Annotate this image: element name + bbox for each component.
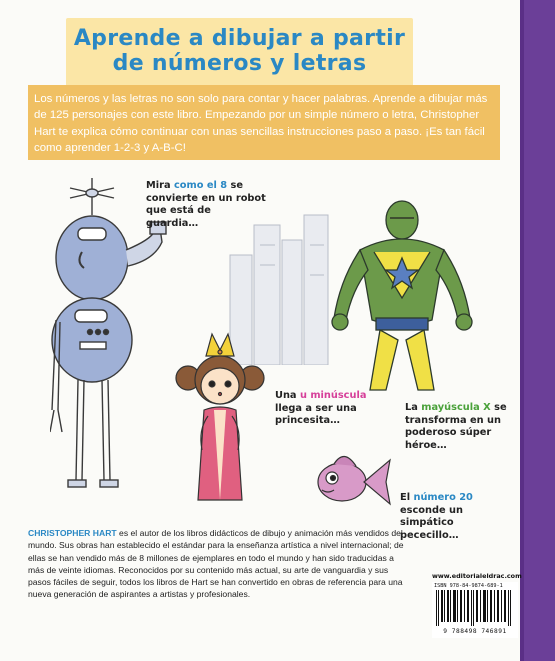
author-name: CHRISTOPHER HART bbox=[28, 528, 117, 538]
isbn-text: ISBN 978-84-9874-689-1 bbox=[434, 583, 503, 589]
fish-caption-highlight: número 20 bbox=[413, 492, 473, 503]
hero-caption-highlight: mayúscula X bbox=[421, 402, 491, 413]
fish-caption-pre: El bbox=[400, 492, 414, 503]
book-spine bbox=[520, 0, 555, 661]
princess-caption bbox=[275, 390, 385, 428]
fish-caption bbox=[400, 492, 512, 542]
barcode-digits: 9 788498 746891 bbox=[443, 628, 507, 635]
hero-caption-post: se transforma en un poderoso súper héroe… bbox=[405, 402, 507, 451]
intro-box bbox=[28, 85, 500, 160]
intro-text: Los números y las letras no son solo para contar y hacer palabras. Aprende a dibujar más de 125 personajes con este libro. Empezando por un simple número o letra, Christopher Hart te explica cómo continuar con unas sencillas instrucciones paso a paso. ¡Es tan fácil como aprender 1-2-3 y A-B-C! bbox=[34, 93, 488, 154]
barcode-box bbox=[432, 582, 518, 638]
princess-caption-post: llega a ser una princesita… bbox=[275, 402, 357, 426]
spine-edge bbox=[520, 0, 524, 661]
fish-caption-post: esconde un simpático pececillo… bbox=[400, 504, 464, 541]
robot-caption-post: se convierte en un robot que está de guardia… bbox=[146, 180, 266, 229]
author-bio bbox=[28, 527, 408, 601]
robot-caption-highlight: como el 8 bbox=[173, 180, 228, 191]
superhero-drawing-icon bbox=[310, 190, 495, 400]
hero-caption bbox=[405, 402, 515, 452]
title-banner bbox=[66, 18, 413, 88]
robot-caption-pre: Mira bbox=[146, 180, 174, 191]
hero-caption-pre: La bbox=[405, 402, 422, 413]
banner-title-line2: de números y letras bbox=[112, 51, 367, 76]
princess-caption-pre: Una bbox=[275, 390, 300, 401]
fish-drawing-icon bbox=[308, 440, 394, 515]
princess-caption-highlight: u minúscula bbox=[299, 390, 367, 401]
publisher-url[interactable]: www.editorialeldrac.com bbox=[432, 572, 522, 580]
author-bio-text: es el autor de los libros didácticos de dibujo y animación más vendidos del mundo. Sus obras han establecido el estándar para la enseñanza artística a nivel internacional; de ellas se han vendido más de 8 millones de ejemplares en todo el mundo y han sido traducidas a más de veinte idiomas. Reconocidos por su contenido más actual, su arte de vanguardia y sus pasos fáciles de seguir, todos los libros de Hart se han convertido en obras de referencia para una nueva generación de aspirantes a artistas y profesionales. bbox=[28, 528, 404, 600]
banner-title bbox=[66, 26, 413, 76]
banner-title-line1: Aprende a dibujar a partir bbox=[73, 26, 406, 51]
princess-drawing-icon bbox=[170, 320, 270, 505]
barcode-icon bbox=[434, 590, 514, 626]
